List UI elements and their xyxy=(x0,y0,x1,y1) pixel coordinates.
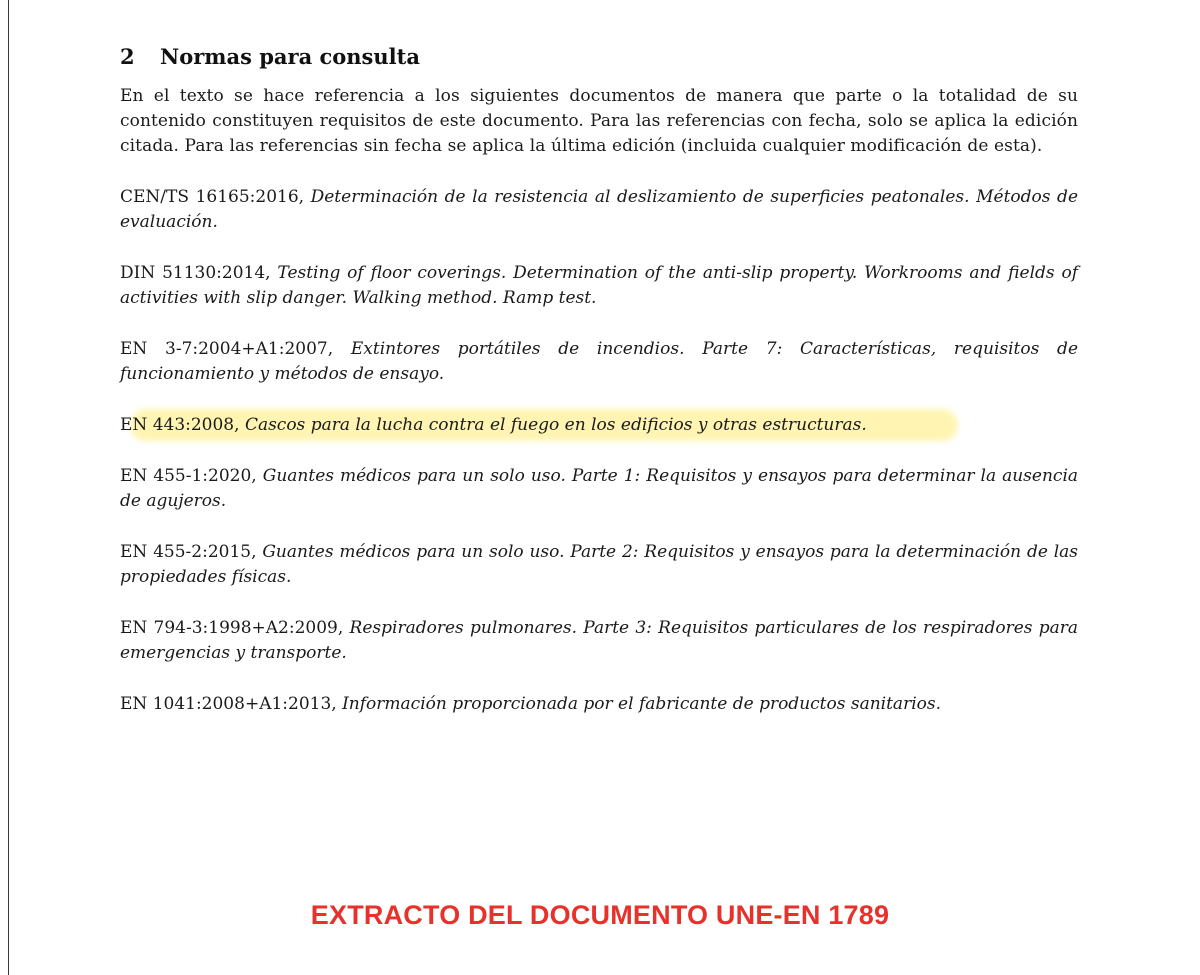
reference-title: Respiradores pulmonares. Parte 3: Requisitos particulares de los respiradores para emergencias y transporte. xyxy=(120,618,1079,663)
reference-item-en-794-3 xyxy=(120,616,1078,666)
reference-title: Testing of floor coverings. Determination of the anti-slip property. Workrooms and fields of activities with slip danger. Walking method. Ramp test. xyxy=(120,263,1078,308)
reference-code: EN 455-1:2020, xyxy=(120,466,257,486)
reference-title: Guantes médicos para un solo uso. Parte 1: Requisitos y ensayos para determinar la ausencia de agujeros. xyxy=(120,466,1079,511)
reference-item-en-455-1 xyxy=(120,464,1078,514)
section-title: Normas para consulta xyxy=(160,44,420,69)
page-edge-line xyxy=(8,0,9,975)
reference-code: EN 443:2008, xyxy=(120,415,240,435)
reference-code: EN 794-3:1998+A2:2009, xyxy=(120,618,344,638)
reference-item-en-3-7 xyxy=(120,337,1078,387)
reference-item-en-455-2 xyxy=(120,540,1078,590)
section-number: 2 xyxy=(120,44,135,69)
reference-title: Guantes médicos para un solo uso. Parte 2: Requisitos y ensayos para la determinación de las propiedades físicas. xyxy=(120,542,1078,587)
reference-list xyxy=(120,185,1078,717)
reference-code: EN 3-7:2004+A1:2007, xyxy=(120,339,334,359)
reference-item-din-51130 xyxy=(120,261,1078,311)
reference-code: DIN 51130:2014, xyxy=(120,263,271,283)
reference-title: Determinación de la resistencia al deslizamiento de superficies peatonales. Métodos de evaluación. xyxy=(120,187,1078,232)
document-body xyxy=(120,40,1078,743)
reference-title: Información proporcionada por el fabricante de productos sanitarios. xyxy=(342,694,941,714)
intro-paragraph: En el texto se hace referencia a los siguientes documentos de manera que parte o la totalidad de su contenido constituyen requisitos de este documento. Para las referencias con fecha, solo se aplica la edición citada. Para las referencias sin fecha se aplica la última edición (incluida cualquier modificación de esta). xyxy=(120,86,1078,156)
document-extract-caption: EXTRACTO DEL DOCUMENTO UNE-EN 1789 xyxy=(310,900,890,930)
reference-title: Extintores portátiles de incendios. Parte 7: Características, requisitos de funcionamiento y métodos de ensayo. xyxy=(120,339,1079,384)
reference-code: EN 1041:2008+A1:2013, xyxy=(120,694,337,714)
reference-item-en-443-highlighted xyxy=(120,413,1078,438)
reference-code: EN 455-2:2015, xyxy=(120,542,257,562)
reference-item-cen-ts-16165 xyxy=(120,185,1078,235)
reference-title: Cascos para la lucha contra el fuego en los edificios y otras estructuras. xyxy=(244,415,867,435)
reference-item-en-1041 xyxy=(120,692,1078,717)
section-heading xyxy=(120,40,1078,74)
reference-code: CEN/TS 16165:2016, xyxy=(120,187,305,207)
